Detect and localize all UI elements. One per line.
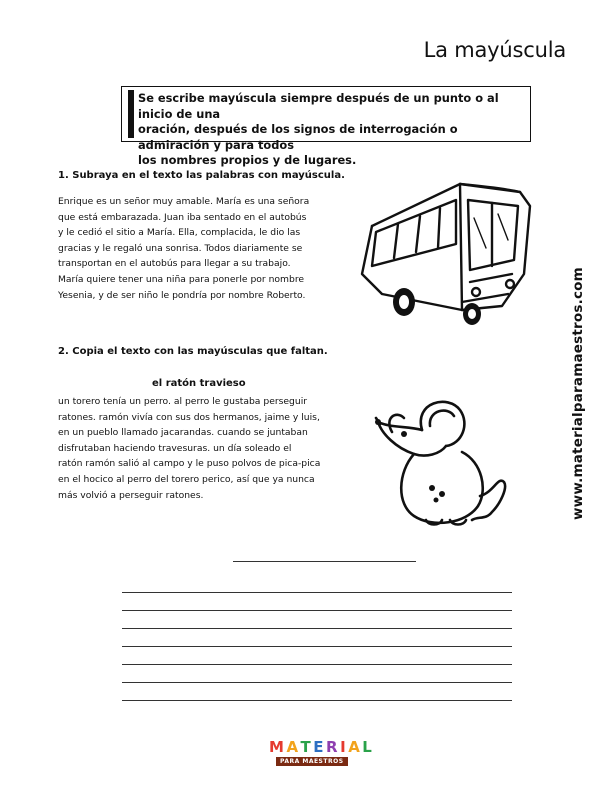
answer-line <box>122 700 512 701</box>
bus-illustration <box>352 178 538 326</box>
answer-line <box>122 592 512 593</box>
paragraph-line: que está embarazada. Juan iba sentado en el autobús <box>58 211 307 223</box>
rule-text <box>138 91 526 169</box>
logo-letter: L <box>362 738 373 756</box>
title-answer-line <box>233 561 416 562</box>
rule-line: los nombres propios y de lugares. <box>138 153 357 167</box>
logo-letter: M <box>269 738 285 756</box>
answer-line <box>122 610 512 611</box>
rule-accent-bar <box>128 90 134 138</box>
logo-wordmark <box>268 738 373 756</box>
answer-line <box>122 682 512 683</box>
side-url: www.materialparamaestros.com <box>570 267 586 520</box>
answer-line <box>122 628 512 629</box>
paragraph-line: en un pueblo llamado jacarandas. cuando se juntaban <box>58 427 308 439</box>
logo-letter: E <box>313 738 325 756</box>
exercise1-paragraph <box>58 194 348 303</box>
rule-box <box>121 86 531 167</box>
paragraph-line: ratón ramón salió al campo y le puso polvos de pica-pica <box>58 458 321 470</box>
logo-letter: A <box>286 738 299 756</box>
paragraph-line: María quiere tener una niña para ponerle por nombre <box>58 273 305 285</box>
paragraph-line: Yesenia, y de ser niño le pondría por nombre Roberto. <box>58 289 306 301</box>
paragraph-line: más volvió a perseguir ratones. <box>58 489 204 501</box>
paragraph-line: Enrique es un señor muy amable. María es una señora <box>58 196 310 207</box>
paragraph-line: y le cedió el sitio a María. Ella, complacida, le dio las <box>58 227 301 239</box>
page-title: La mayúscula <box>423 38 566 62</box>
exercise2-instruction: 2. Copia el texto con las mayúsculas que faltan. <box>58 346 328 357</box>
brand-logo <box>268 738 374 770</box>
logo-subtitle: PARA MAESTROS <box>276 757 348 766</box>
paragraph-line: gracias y le regaló una sonrisa. Todos diariamente se <box>58 242 303 254</box>
logo-letter: A <box>348 738 361 756</box>
paragraph-line: disfrutaban haciendo travesuras. un día soleado el <box>58 442 292 454</box>
answer-line <box>122 646 512 647</box>
logo-letter: R <box>326 738 339 756</box>
paragraph-line: transportan en el autobús para llegar a su trabajo. <box>58 258 291 270</box>
exercise1-instruction: 1. Subraya en el texto las palabras con mayúscula. <box>58 170 345 181</box>
logo-letter: I <box>340 738 347 756</box>
rule-line: oración, después de los signos de interrogación o admiración y para todos <box>138 122 458 152</box>
mouse-illustration <box>374 396 510 530</box>
story-title: el ratón travieso <box>152 378 246 389</box>
paragraph-line: ratones. ramón vivía con sus dos hermanos, jaime y luis, <box>58 411 320 423</box>
paragraph-line: en el hocico al perro del torero perico, así que ya nunca <box>58 473 315 485</box>
logo-letter: T <box>300 738 312 756</box>
paragraph-line: un torero tenía un perro. al perro le gustaba perseguir <box>58 396 308 407</box>
exercise2-paragraph <box>58 394 378 503</box>
answer-line <box>122 664 512 665</box>
rule-line: Se escribe mayúscula siempre después de un punto o al inicio de una <box>138 91 499 121</box>
